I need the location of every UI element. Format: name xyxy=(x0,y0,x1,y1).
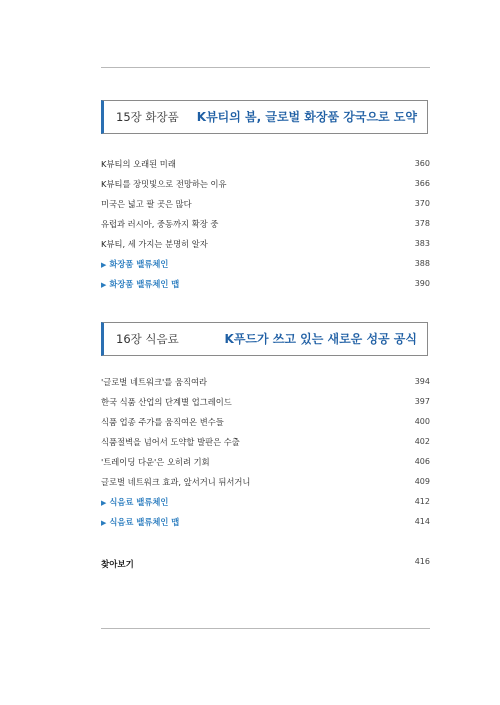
chapter-title: K뷰티의 봄, 글로벌 화장품 강국으로 도약 xyxy=(196,110,417,124)
toc-entry[interactable] xyxy=(101,372,430,392)
toc-entry-page: 402 xyxy=(414,437,430,446)
index-label: 찾아보기 xyxy=(101,560,134,570)
arrow-icon: ▶ xyxy=(101,499,107,507)
index-entry[interactable] xyxy=(101,552,430,572)
arrow-icon: ▶ xyxy=(101,519,107,527)
toc-entry-label: 화장품 밸류체인 맵 xyxy=(109,279,180,289)
toc-entry-page: 370 xyxy=(414,199,430,208)
toc-entry-label: 한국 식품 산업의 단계별 업그레이드 xyxy=(101,397,232,407)
toc-entry-page: 383 xyxy=(414,239,430,248)
toc-entry[interactable] xyxy=(101,174,430,194)
toc-entry-label: K뷰티를 장밋빛으로 전망하는 이유 xyxy=(101,179,227,189)
arrow-icon: ▶ xyxy=(101,281,107,289)
toc-entry-label: '글로벌 네트워크'를 움직여라 xyxy=(101,377,208,387)
toc-entry[interactable] xyxy=(101,234,430,254)
toc-entry-label: 식음료 밸류체인 xyxy=(109,497,169,507)
toc-entry-page: 414 xyxy=(414,517,430,526)
toc-sub-entry[interactable] xyxy=(101,254,430,274)
toc-entry-page: 360 xyxy=(414,159,430,168)
toc-entry-page: 390 xyxy=(414,279,430,288)
toc-entry-label: 식품 업종 주가를 움직여온 변수들 xyxy=(101,417,224,427)
chapter-number: 16장 식음료 xyxy=(116,332,179,346)
toc-entry-page: 394 xyxy=(414,377,430,386)
toc-entry-page: 366 xyxy=(414,179,430,188)
toc-entry-label: '트레이딩 다운'은 오히려 기회 xyxy=(101,457,210,467)
chapter-title: K푸드가 쓰고 있는 새로운 성공 공식 xyxy=(224,332,417,346)
toc-entry-label: 화장품 밸류체인 xyxy=(109,259,169,269)
toc-entry[interactable] xyxy=(101,194,430,214)
top-rule xyxy=(101,67,430,68)
toc-entry-label: K뷰티, 세 가지는 분명히 알자 xyxy=(101,239,208,249)
chapter-16-header xyxy=(101,322,428,356)
toc-entry[interactable] xyxy=(101,412,430,432)
toc-entry[interactable] xyxy=(101,432,430,452)
toc-entry[interactable] xyxy=(101,452,430,472)
index-page: 416 xyxy=(414,557,430,566)
chapter-15-header xyxy=(101,100,428,134)
toc-entry-page: 397 xyxy=(414,397,430,406)
bottom-rule xyxy=(101,628,430,629)
toc-entry-page: 406 xyxy=(414,457,430,466)
toc-entry-page: 409 xyxy=(414,477,430,486)
chapter-16-toc xyxy=(101,372,430,532)
toc-sub-entry[interactable] xyxy=(101,492,430,512)
toc-entry[interactable] xyxy=(101,214,430,234)
toc-entry-label: 식음료 밸류체인 맵 xyxy=(109,517,180,527)
toc-entry-page: 412 xyxy=(414,497,430,506)
toc-entry-page: 388 xyxy=(414,259,430,268)
toc-entry-label: 미국은 넓고 팔 곳은 많다 xyxy=(101,199,192,209)
arrow-icon: ▶ xyxy=(101,261,107,269)
chapter-number: 15장 화장품 xyxy=(116,110,179,124)
toc-sub-entry[interactable] xyxy=(101,274,430,294)
chapter-15-toc xyxy=(101,154,430,294)
toc-entry[interactable] xyxy=(101,472,430,492)
toc-sub-entry[interactable] xyxy=(101,512,430,532)
toc-entry-page: 378 xyxy=(414,219,430,228)
toc-entry[interactable] xyxy=(101,392,430,412)
toc-entry-label: 식품절벽을 넘어서 도약할 발판은 수출 xyxy=(101,437,240,447)
toc-entry[interactable] xyxy=(101,154,430,174)
toc-entry-label: 유럽과 러시아, 중동까지 확장 중 xyxy=(101,219,219,229)
toc-entry-page: 400 xyxy=(414,417,430,426)
toc-entry-label: K뷰티의 오래된 미래 xyxy=(101,159,176,169)
toc-entry-label: 글로벌 네트워크 효과, 앞서거니 뒤서거니 xyxy=(101,477,251,487)
